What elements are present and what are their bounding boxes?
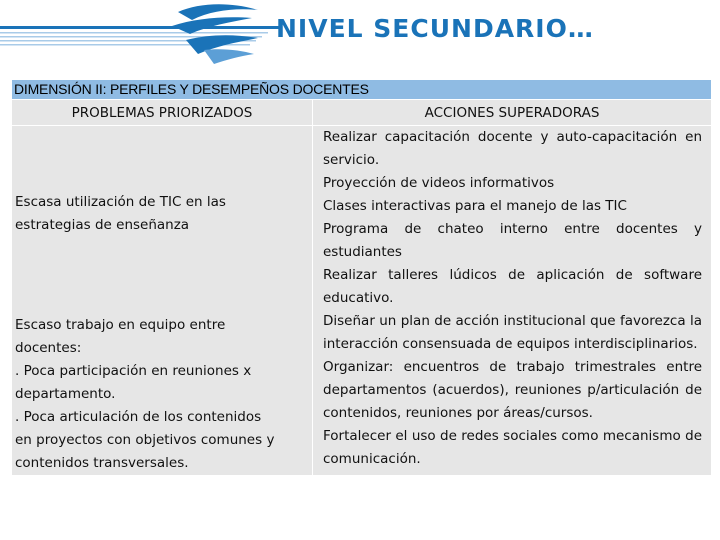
problem-line: . Poca articulación de los contenidos [15,409,262,425]
action-item: Programa de chateo interno entre docentes y estudiantes [323,221,703,260]
dimension-heading: DIMENSIÓN II: PERFILES Y DESEMPEÑOS DOCENTES [12,80,712,100]
action-item: Diseñar un plan de acción institucional que favorezca la interacción consensuada de equipos interdisciplinarios. [323,313,703,352]
dimension-row [12,80,712,100]
column-header-row [12,100,712,126]
priorities-table [11,79,712,476]
problem-item [15,314,306,475]
problem-line: contenidos transversales. [15,455,189,471]
problem-line: estrategias de enseñanza [15,217,190,233]
problem-line: . Poca participación en reuniones x [15,363,252,379]
action-item: Proyección de videos informativos [323,175,555,191]
action-item: Realizar talleres lúdicos de aplicación de software educativo. [323,267,703,306]
problem-line: Escasa utilización de TIC en las [15,194,226,210]
problem-line: en proyectos con objetivos comunes y [15,432,275,448]
logo-swoosh [204,49,254,64]
problem-line: departamento. [15,386,116,402]
body-row [12,126,712,476]
logo [0,0,280,80]
problem-item [15,191,306,237]
action-item: Realizar capacitación docente y auto-capacitación en servicio. [323,129,703,168]
column-header-actions: ACCIONES SUPERADORAS [313,100,712,126]
column-header-problems: PROBLEMAS PRIORIZADOS [12,100,313,126]
logo-band [0,32,268,34]
action-item: Fortalecer el uso de redes sociales como mecanismo de comunicación. [323,428,703,467]
action-item: Clases interactivas para el manejo de las TIC [323,198,627,214]
logo-band [0,26,280,29]
action-item: Organizar: encuentros de trabajo trimestrales entre departamentos (acuerdos), reuniones p/articulación de contenidos, reuniones por áreas/cursos. [323,359,703,421]
problems-cell [12,126,313,476]
logo-swoosh [172,17,252,34]
actions-cell [313,126,712,476]
page-title: NIVEL SECUNDARIO… [276,14,594,43]
problem-line: docentes: [15,340,82,356]
problem-line: Escaso trabajo en equipo entre [15,317,226,333]
